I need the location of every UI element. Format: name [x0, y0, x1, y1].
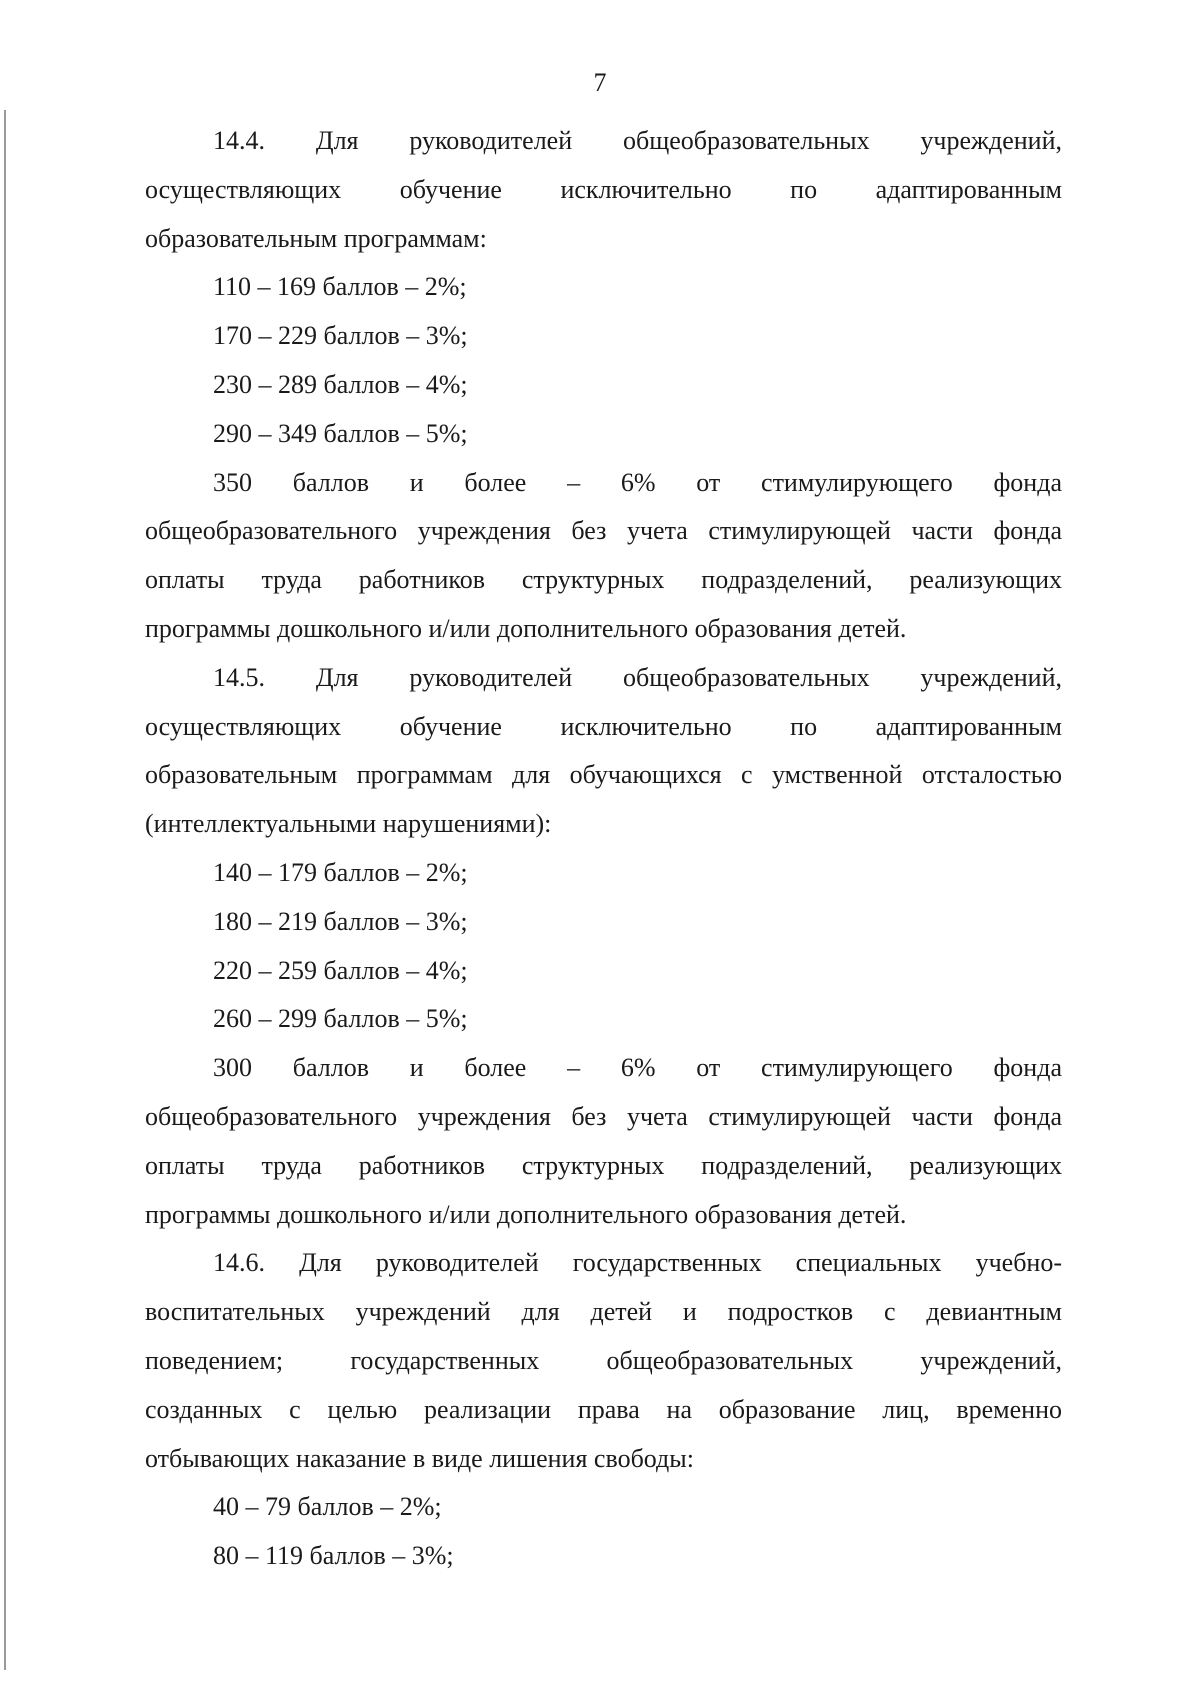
document-body	[145, 117, 1062, 1581]
section-14-5-line-1: 14.5. Для руководителей общеобразовательных учреждений,	[213, 662, 1062, 692]
section-14-5-final-line-1: 300 баллов и более – 6% от стимулирующего фонда	[213, 1053, 1062, 1083]
section-14-4-final-line-4: программы дошкольного и/или дополнительного образования детей.	[145, 613, 907, 643]
score-line: 180 – 219 баллов – 3%;	[213, 906, 468, 936]
score-line: 170 – 229 баллов – 3%;	[213, 321, 468, 351]
score-line: 260 – 299 баллов – 5%;	[213, 1004, 468, 1034]
section-14-4	[145, 117, 1062, 654]
section-14-6	[145, 1239, 1062, 1581]
score-line: 110 – 169 баллов – 2%;	[213, 272, 467, 302]
section-14-6-line-4: созданных с целью реализации права на образование лиц, временно	[145, 1394, 1062, 1424]
scan-edge-line	[4, 110, 6, 1670]
section-14-4-final-line-3: оплаты труда работников структурных подразделений, реализующих	[145, 565, 1062, 595]
section-14-5-line-2: осуществляющих обучение исключительно по адаптированным	[145, 711, 1062, 741]
section-14-5-final-line-4: программы дошкольного и/или дополнительного образования детей.	[145, 1199, 907, 1229]
section-14-5	[145, 654, 1062, 1240]
section-14-5-final-line-2: общеобразовательного учреждения без учета стимулирующей части фонда	[145, 1101, 1062, 1131]
score-line: 230 – 289 баллов – 4%;	[213, 369, 468, 399]
section-14-4-final-line-1: 350 баллов и более – 6% от стимулирующего фонда	[213, 467, 1062, 497]
section-14-5-line-4: (интеллектуальными нарушениями):	[145, 809, 552, 839]
section-14-5-final-line-3: оплаты труда работников структурных подразделений, реализующих	[145, 1150, 1062, 1180]
section-14-6-line-2: воспитательных учреждений для детей и подростков с девиантным	[145, 1297, 1062, 1327]
score-line: 220 – 259 баллов – 4%;	[213, 955, 468, 985]
section-14-5-line-3: образовательным программам для обучающихся с умственной отсталостью	[145, 760, 1062, 790]
score-line: 80 – 119 баллов – 3%;	[213, 1541, 454, 1571]
section-14-4-final-line-2: общеобразовательного учреждения без учета стимулирующей части фонда	[145, 516, 1062, 546]
section-14-4-line-3: образовательным программам:	[145, 223, 487, 253]
score-line: 290 – 349 баллов – 5%;	[213, 418, 468, 448]
score-line: 40 – 79 баллов – 2%;	[213, 1492, 442, 1522]
section-14-6-line-3: поведением; государственных общеобразовательных учреждений,	[145, 1345, 1062, 1375]
section-14-6-line-1: 14.6. Для руководителей государственных специальных учебно-	[213, 1248, 1062, 1278]
section-14-4-line-2: осуществляющих обучение исключительно по адаптированным	[145, 174, 1062, 204]
section-14-6-line-5: отбывающих наказание в виде лишения свободы:	[145, 1443, 694, 1473]
score-line: 140 – 179 баллов – 2%;	[213, 857, 468, 887]
section-14-4-line-1: 14.4. Для руководителей общеобразовательных учреждений,	[213, 126, 1062, 155]
page-number: 7	[593, 68, 607, 97]
